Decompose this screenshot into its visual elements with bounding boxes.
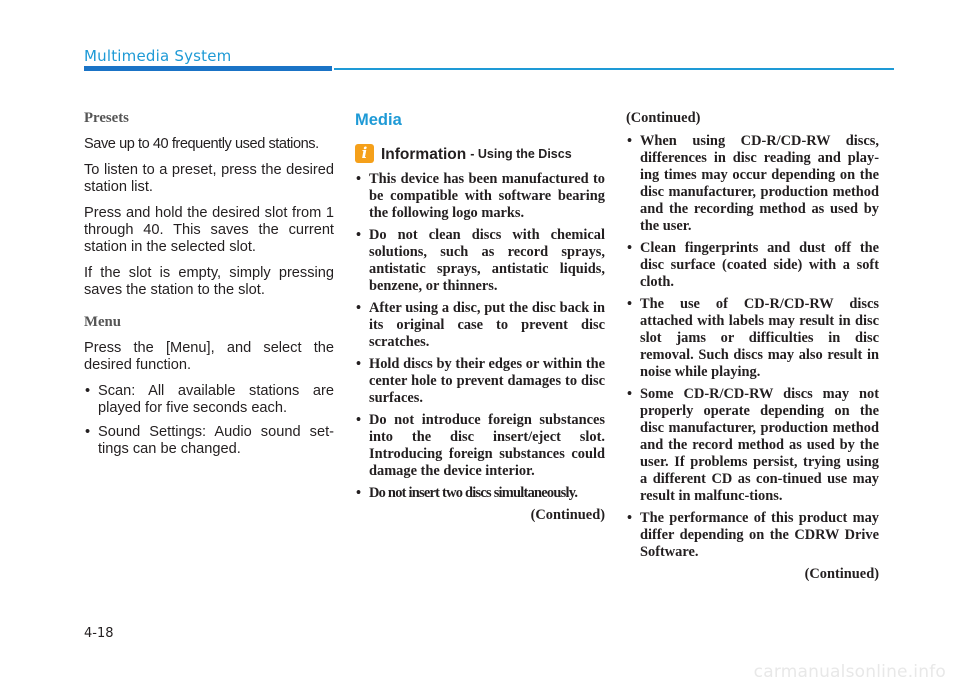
disc-tips-list bbox=[355, 171, 605, 502]
menu-heading: Menu bbox=[84, 314, 121, 330]
page-number: 4-18 bbox=[84, 626, 114, 641]
list-item: • The use of CD-R/CD-RW discs attached with labels may result in disc slot jams or difficulties in disc removal. Such discs may also result in noise while playing. bbox=[626, 296, 879, 381]
watermark: carmanualsonline.info bbox=[753, 662, 946, 682]
menu-intro: Press the [Menu], and select the desired function. bbox=[84, 340, 334, 373]
info-icon: i bbox=[355, 144, 374, 163]
menu-list bbox=[84, 383, 334, 458]
list-item: • Scan: All available stations are played for five seconds each. bbox=[84, 383, 334, 417]
list-item: • Do not clean discs with chemical solutions, such as record sprays, antistatic sprays, antistatic liquids, benzene, or thinners. bbox=[355, 227, 605, 295]
presets-paragraph: Press and hold the desired slot from 1 through 40. This saves the current station in the selected slot. bbox=[84, 205, 334, 255]
list-item: • Clean fingerprints and dust off the disc surface (coated side) with a soft cloth. bbox=[626, 240, 879, 291]
left-column bbox=[84, 110, 334, 465]
list-item: • The performance of this product may differ depending on the CDRW Drive Software. bbox=[626, 510, 879, 561]
cdrw-tips-list bbox=[626, 133, 879, 561]
media-title: Media bbox=[355, 111, 402, 129]
header-bar-dark bbox=[84, 66, 332, 71]
header-bar-light bbox=[334, 68, 894, 70]
presets-heading: Presets bbox=[84, 110, 129, 126]
presets-paragraph: Save up to 40 frequently used stations. bbox=[84, 136, 319, 152]
middle-column bbox=[355, 110, 605, 524]
section-title: Multimedia System bbox=[84, 47, 232, 65]
info-label: Information bbox=[381, 146, 467, 163]
continued-note: (Continued) bbox=[530, 507, 605, 523]
right-column bbox=[626, 110, 879, 583]
list-item: • Some CD-R/CD-RW discs may not properly operate depending on the disc manufacturer, production method and the record method as used by the user. If problems persist, trying using a different CD as con-tinued use may result in malfunc-tions. bbox=[626, 386, 879, 505]
list-item: • After using a disc, put the disc back in its original case to prevent disc scratches. bbox=[355, 300, 605, 351]
list-item: • This device has been manufactured to be compatible with software bearing the following logo marks. bbox=[355, 171, 605, 222]
list-item: • Do not insert two discs simultaneously. bbox=[355, 485, 605, 502]
list-item: • When using CD-R/CD-RW discs, differences in disc reading and play-ing times may occur depending on the disc manufacturer, production method and the recording method as used by the user. bbox=[626, 133, 879, 235]
continued-note: (Continued) bbox=[626, 110, 701, 126]
info-sublabel: - Using the Discs bbox=[470, 147, 572, 161]
presets-paragraph: If the slot is empty, simply pressing saves the station to the slot. bbox=[84, 265, 334, 298]
list-item: • Do not introduce foreign substances into the disc insert/eject slot. Introducing foreign substances could damage the device interior. bbox=[355, 412, 605, 480]
information-header bbox=[355, 144, 605, 163]
presets-paragraph: To listen to a preset, press the desired station list. bbox=[84, 162, 334, 195]
list-item: • Sound Settings: Audio sound set-tings can be changed. bbox=[84, 424, 334, 458]
list-item: • Hold discs by their edges or within the center hole to prevent damages to disc surfaces. bbox=[355, 356, 605, 407]
continued-note: (Continued) bbox=[804, 566, 879, 582]
